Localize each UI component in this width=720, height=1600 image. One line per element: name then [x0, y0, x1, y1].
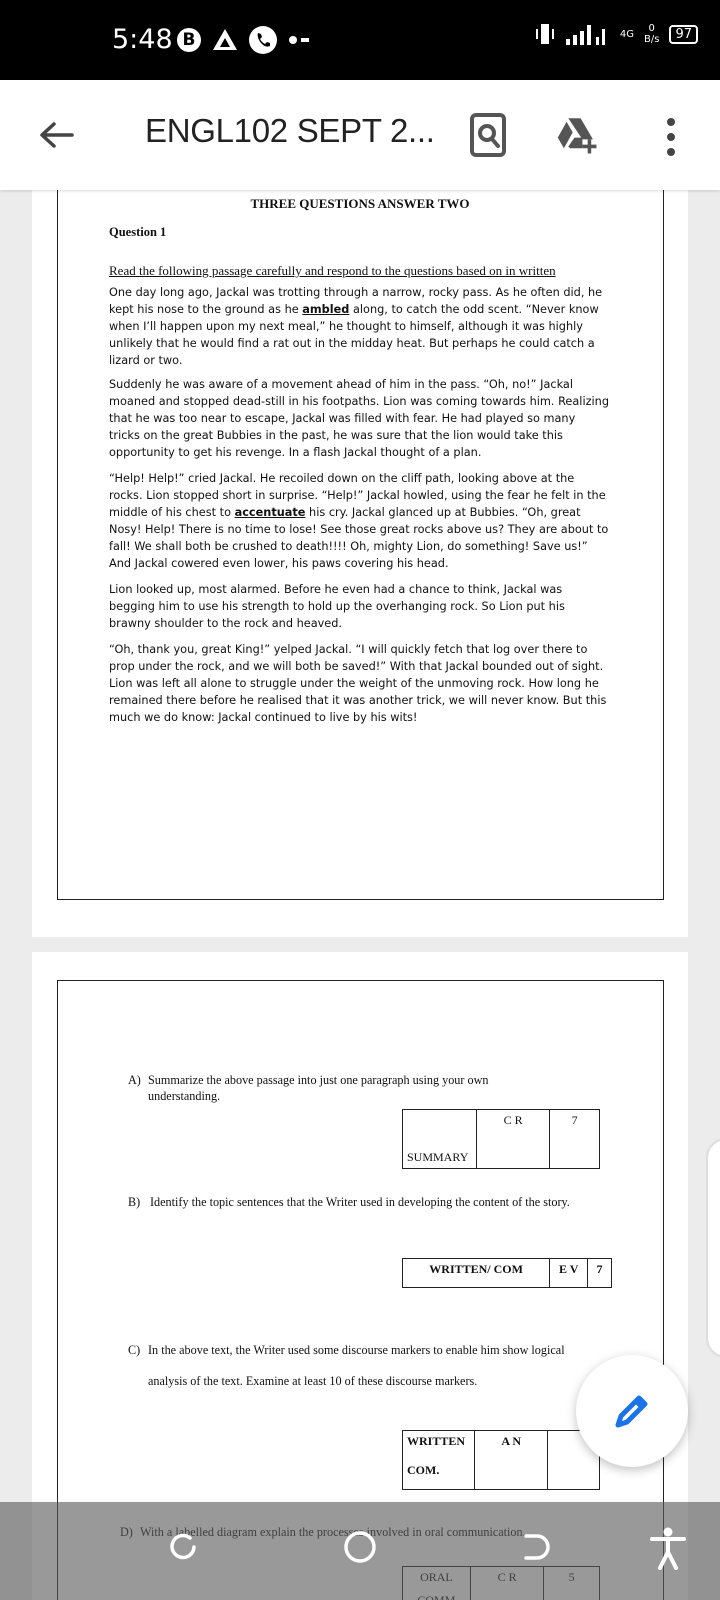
navigation-bar: [0, 1502, 720, 1600]
status-notification-icons: [177, 26, 314, 54]
document-title: ENGL102 SEPT 2...: [145, 112, 435, 149]
table-cell-line: COM.: [407, 1463, 440, 1477]
passage-paragraph-3: [109, 471, 609, 572]
pencil-icon: [610, 1389, 654, 1433]
passage-paragraph-1: [109, 285, 609, 370]
drive-notification-icon: [212, 28, 238, 52]
back-arrow-icon[interactable]: [36, 115, 76, 155]
p3-text-a: “Help! Help!” cried Jackal. He recoiled down on the cliff path, looking above at the rocks. Lion stopped short in surprise. “Help!” Jackal howled, using the fear he felt in the middle of his chest to: [109, 472, 606, 519]
passage-paragraph-2: Suddenly he was aware of a movement ahead of him in the pass. “Oh, no!” Jackal moaned and stopped dead-still in his footpaths. Lion was coming towards him. Realizing that he was too near to escape, Jackal was filled with fear. He had played so many tricks on the great Bubbies in the past, he was sure that the lion would take this opportunity to get his revenge. In a flash Jackal thought of a plan.: [109, 378, 609, 459]
table-cell: C R: [476, 1110, 549, 1169]
question-b-mark-table: [402, 1258, 612, 1288]
phone-call-icon: [249, 26, 277, 54]
table-cell-line: WRITTEN: [407, 1434, 466, 1448]
passage-paragraph-5: “Oh, thank you, great King!” yelped Jackal. “I will quickly fetch that log over there to prop under the rock, and we will both be saved!” With that Jackal bounded out of sight. Lion was left all alone to struggle under the weight of the unmoving rock. How long he remained there before he realised that it was another trick, we will never know. But this much we do know: Jackal continued to live by his wits!: [109, 643, 607, 724]
question-a-text: Summarize the above passage into just one paragraph using your own understanding.: [148, 1073, 489, 1103]
recents-gesture-icon[interactable]: [168, 1532, 198, 1562]
question-a-mark-table: [402, 1109, 600, 1169]
more-notifications-icon: [288, 34, 314, 46]
question-c-mark-table: [402, 1430, 600, 1490]
passage-paragraph-4: Lion looked up, most alarmed. Before he even had a chance to think, Jackal was begging him to use his strength to hold up the overhanging rock. So Lion put his brawny shoulder to the rock and heaved.: [109, 583, 565, 630]
instruction-text: Read the following passage carefully and respond to the questions based on in written: [109, 263, 556, 278]
question-label: Question 1: [109, 225, 167, 239]
status-time: 5:48: [112, 24, 173, 55]
b-app-icon: B: [177, 28, 201, 52]
table-cell: WRITTEN/ COM: [403, 1259, 550, 1288]
accessibility-icon[interactable]: [648, 1526, 688, 1570]
vibrate-icon: [534, 22, 556, 46]
table-cell: SUMMARY: [403, 1110, 477, 1169]
question-b-text: Identify the topic sentences that the Writer used in developing the content of the story.: [150, 1195, 570, 1209]
more-options-icon[interactable]: [664, 118, 678, 158]
search-in-document-icon[interactable]: [468, 112, 512, 158]
p1-text-b: along, to catch the odd scent. “Never know when I’ll happen upon my next meal,” he thought to himself, although it was highly unlikely that he would find a rat out in the midday heat. But perhaps he could catch a lizard or two.: [109, 302, 599, 367]
p1-text-a: One day long ago, Jackal was trotting through a narrow, rocky pass. As he often did, he kept his nose to the ground as he: [109, 286, 603, 316]
doc-heading: THREE QUESTIONS ANSWER TWO: [250, 196, 470, 211]
battery-indicator: 97: [669, 25, 698, 44]
vocab-ambled: ambled: [302, 302, 350, 316]
table-cell: 7: [588, 1259, 612, 1288]
table-cell: A N: [474, 1431, 547, 1490]
status-system-icons: [534, 22, 698, 46]
network-type: 4G: [619, 28, 634, 40]
back-gesture-icon[interactable]: [522, 1532, 552, 1562]
table-cell: [403, 1431, 475, 1490]
net-speed: [644, 23, 659, 45]
side-panel-handle[interactable]: [706, 1138, 720, 1358]
vocab-accentuate: accentuate: [234, 505, 306, 519]
edit-fab-button[interactable]: [576, 1355, 688, 1467]
app-bar: [0, 80, 720, 190]
home-button-icon[interactable]: [343, 1530, 377, 1564]
add-to-drive-icon[interactable]: [556, 112, 600, 158]
status-bar: [0, 0, 720, 80]
question-c-text-line-2: analysis of the text. Examine at least 10 of these discourse markers.: [148, 1374, 478, 1388]
question-c-label: C): [128, 1343, 141, 1357]
table-cell: E V: [550, 1259, 588, 1288]
table-cell: 7: [550, 1110, 600, 1169]
question-c-text-line-1: In the above text, the Writer used some discourse markers to enable him show logical: [148, 1343, 565, 1357]
net-speed-unit: B/s: [644, 34, 660, 45]
p3-text-b: his cry. Jackal glanced up at Bubbies. “Oh, great Nosy! Help! There is no time to lose! See those great rocks above us? They are about to fall! We shall both be crushed to death!!!! Oh, mighty Lion, do something! Save us!” And Jackal cowered even lower, his paws covering his head.: [109, 505, 609, 570]
question-b-label: B): [128, 1195, 141, 1209]
document-page-1: [32, 190, 688, 937]
question-a-label: A): [128, 1073, 141, 1087]
signal-icon: [566, 23, 610, 45]
net-speed-value: 0: [648, 23, 655, 34]
